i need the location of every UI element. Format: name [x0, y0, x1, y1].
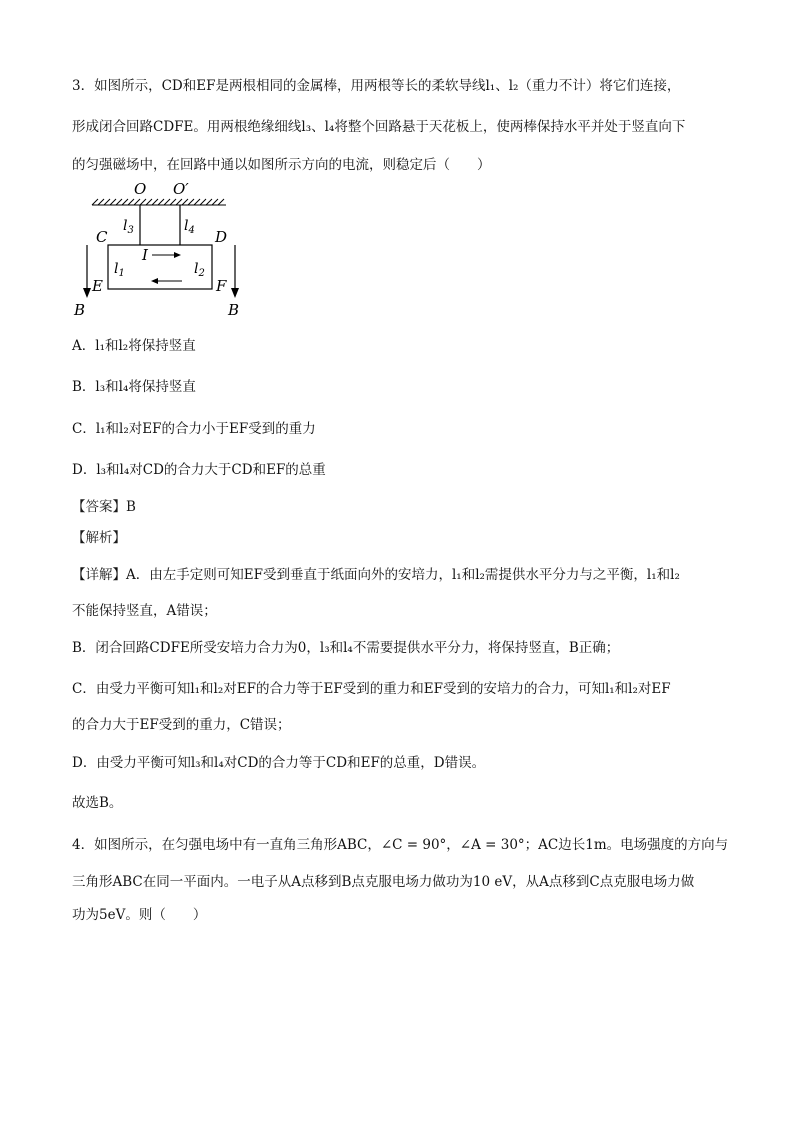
q4-text-line-2: 三角形ABC在同一平面内。一电子从A点移到B点克服电场力做功为10 eV，从A点移到C点克服电场力做	[72, 874, 695, 890]
label-l2: $l_2$	[194, 261, 205, 279]
q3-option-c: C．l₁和l₂对EF的合力小于EF受到的重力	[72, 421, 316, 437]
label-D: D	[215, 228, 228, 246]
q4-text-line-3: 功为5eV。则（ ）	[72, 907, 207, 923]
q3-text-line-3: 的匀强磁场中，在回路中通以如图所示方向的电流，则稳定后（ ）	[72, 157, 491, 173]
q3-option-a: A．l₁和l₂将保持竖直	[72, 338, 196, 354]
current-arrow-left	[151, 278, 182, 284]
label-E: E	[92, 277, 103, 295]
label-C: C	[96, 228, 108, 246]
q3-analysis-title: 【解析】	[72, 530, 126, 546]
q3-detail-line-1: 【详解】A．由左手定则可知EF受到垂直于纸面向外的安培力，l₁和l₂需提供水平分力与之平衡，l₁和l₂	[72, 567, 680, 583]
label-I: I	[142, 246, 148, 264]
label-O-prime: O′	[173, 180, 189, 198]
label-F: F	[216, 277, 227, 295]
label-O: O	[134, 180, 147, 198]
b-field-arrow-left	[83, 245, 91, 298]
q3-detail-line-4: C．由受力平衡可知l₁和l₂对EF的合力等于EF受到的重力和EF受到的安培力的合力，可知l₁和l₂对EF	[72, 681, 671, 697]
q3-detail-line-5: 的合力大于EF受到的重力，C错误；	[72, 717, 291, 733]
circuit-figure	[70, 178, 260, 320]
q4-text-line-1: 4．如图所示，在匀强电场中有一直角三角形ABC，∠C = 90°，∠A = 30°；AC边长1m。电场强度的方向与	[72, 837, 729, 853]
label-l4: $l_4$	[184, 218, 195, 236]
q3-text-line-1: 3．如图所示，CD和EF是两根相同的金属棒，用两根等长的柔软导线l₁、l₂（重力不计）将它们连接，	[72, 78, 681, 94]
q3-text-line-2: 形成闭合回路CDFE。用两根绝缘细线l₃、l₄将整个回路悬于天花板上，使两棒保持水平并处于竖直向下	[72, 119, 686, 135]
q3-detail-line-6: D．由受力平衡可知l₃和l₄对CD的合力等于CD和EF的总重，D错误。	[72, 755, 486, 771]
q3-option-b: B．l₃和l₄将保持竖直	[72, 379, 196, 395]
q3-answer: 【答案】B	[72, 499, 136, 515]
q3-option-d: D．l₃和l₄对CD的合力大于CD和EF的总重	[72, 462, 326, 478]
q3-detail-line-2: 不能保持竖直，A错误；	[72, 603, 217, 619]
label-B-left: B	[74, 301, 86, 319]
label-l3: $l_3$	[123, 218, 134, 236]
q3-detail-line-3: B．闭合回路CDFE所受安培力合力为0，l₃和l₄不需要提供水平分力，将保持竖直，B正确；	[72, 640, 620, 656]
current-arrow-right	[152, 252, 181, 258]
b-field-arrow-right	[231, 245, 239, 298]
label-l1: $l_1$	[114, 261, 125, 279]
label-B-right: B	[228, 301, 240, 319]
q3-conclusion: 故选B。	[72, 795, 123, 811]
ceiling-hatch	[92, 199, 226, 205]
